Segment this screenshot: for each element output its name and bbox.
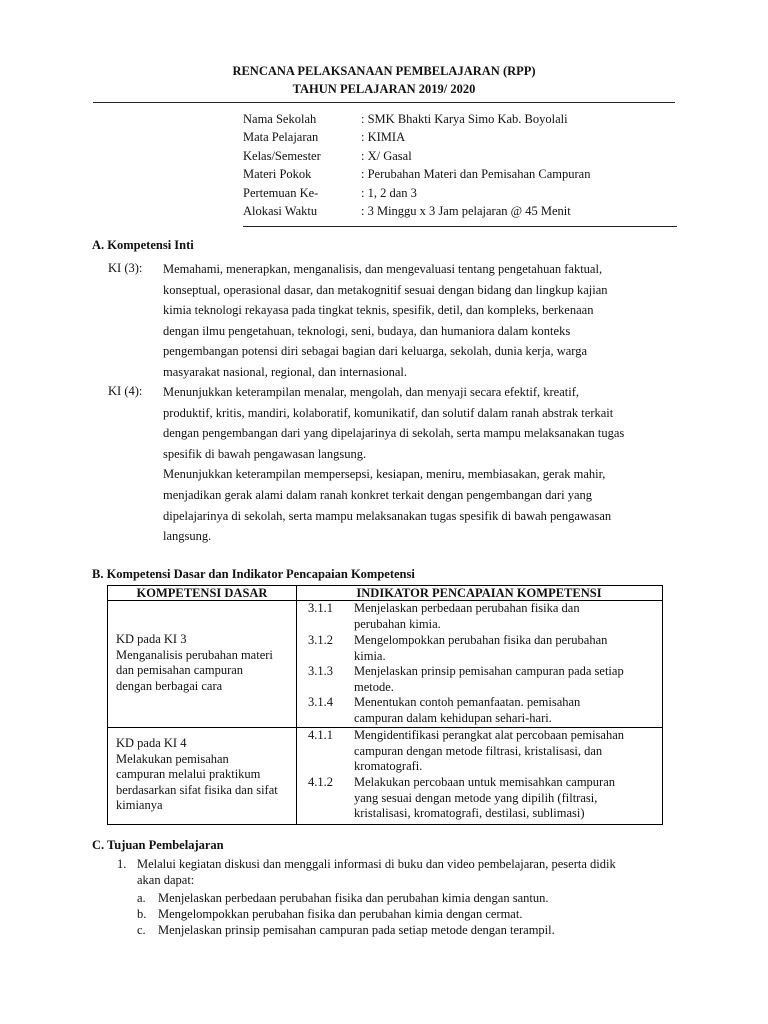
objective-intro: [137, 856, 677, 888]
identity-label: Materi Pokok: [243, 167, 312, 182]
identity-value: : SMK Bhakti Karya Simo Kab. Boyolali: [361, 112, 568, 126]
objective-text: Mengelompokkan perubahan fisika dan perubahan kimia dengan cermat.: [158, 907, 523, 921]
identity-value: : Perubahan Materi dan Pemisahan Campuran: [361, 167, 591, 182]
indicator-line: Menjelaskan prinsip pemisahan campuran pada setiap: [354, 664, 624, 678]
indicator-line: kromatografi.: [354, 759, 423, 774]
kd4-line: KD pada KI 4: [116, 736, 187, 750]
ki3-line: pengembangan potensi diri sebagai bagian dari keluarga, sekolah, dunia kerja, warga: [163, 344, 588, 359]
identity-value: : 3 Minggu x 3 Jam pelajaran @ 45 Menit: [361, 204, 571, 219]
column-divider: [296, 586, 297, 824]
section-c-title: C. Tujuan Pembelajaran: [92, 838, 224, 852]
indicator-line: Mengelompokkan perubahan fisika dan perubahan: [354, 633, 608, 647]
indicator-line: Menjelaskan perbedaan perubahan fisika dan: [354, 601, 580, 615]
indicator-line: Mengidentifikasi perangkat alat percobaan pemisahan: [354, 728, 625, 742]
ki4-line: produktif, kritis, mandiri, kolaboratif, komunikatif, dan solutif dalam ranah abstrak terkait: [163, 405, 614, 420]
kd-column-header: KOMPETENSI DASAR: [136, 586, 268, 600]
kd3-line: dan pemisahan campuran: [116, 663, 244, 678]
identity-label: Nama Sekolah: [243, 112, 317, 126]
objective-text: Menjelaskan prinsip pemisahan campuran pada setiap metode dengan terampil.: [158, 923, 555, 937]
identity-value: : KIMIA: [361, 130, 406, 145]
ki4-label: KI (4):: [108, 384, 143, 398]
identity-row: [243, 184, 590, 202]
objective-line: Melalui kegiatan diskusi dan menggali informasi di buku dan video pembelajaran, peserta didik: [137, 857, 616, 871]
objective-letter: b.: [137, 907, 147, 921]
ki4-line: dengan pengembangan dari yang dipelajarinya di sekolah, serta mampu melaksanakan tugas: [163, 426, 625, 441]
kd4-cell: [116, 736, 278, 814]
indicator-text: [354, 633, 654, 664]
identity-row: [243, 202, 590, 220]
section-b-title: B. Kompetensi Dasar dan Indikator Pencapaian Kompetensi: [92, 567, 415, 581]
indicator-text: [354, 775, 654, 822]
section-a-title: A. Kompetensi Inti: [92, 238, 194, 252]
kd4-line: Melakukan pemisahan: [116, 751, 229, 766]
ki3-line: kimia teknologi rekayasa pada tingkat teknis, spesifik, detil, dan kompleks, berkenaan: [163, 303, 594, 318]
ki3-line: dengan ilmu pengetahuan, teknologi, seni, budaya, dan humaniora dalam konteks: [163, 323, 571, 338]
identity-value: : X/ Gasal: [361, 148, 412, 163]
identity-row: [243, 147, 590, 165]
indicator-text: [354, 601, 654, 632]
indicator-text: [354, 695, 654, 726]
indicator-number: 3.1.1: [308, 601, 333, 615]
kd3-line: dengan berbagai cara: [116, 678, 223, 693]
indicator-column-header: INDIKATOR PENCAPAIAN KOMPETENSI: [356, 586, 602, 600]
ki4-line: menjadikan gerak alami dalam ranah konkret terkait dengan pengembangan dari yang: [163, 487, 592, 502]
kd3-line: Menganalisis perubahan materi: [116, 647, 273, 662]
objective-number: 1.: [117, 857, 127, 871]
kd4-line: kimianya: [116, 798, 163, 813]
identity-divider: [243, 226, 677, 227]
ki3-text: [163, 259, 673, 383]
indicator-number: 3.1.4: [308, 695, 333, 709]
objective-line: akan dapat:: [137, 873, 195, 887]
indicator-line: campuran dalam kehidupan sehari-hari.: [354, 710, 552, 725]
title-divider: [93, 102, 675, 103]
indicator-number: 3.1.3: [308, 664, 333, 678]
indicator-line: perubahan kimia.: [354, 616, 441, 631]
ki4-line: Menunjukkan keterampilan menalar, mengolah, dan menyaji secara efektif, kreatif,: [163, 385, 579, 399]
academic-year: TAHUN PELAJARAN 2019/ 2020: [292, 82, 476, 96]
identity-label: Kelas/Semester: [243, 148, 321, 163]
indicator-text: [354, 728, 654, 775]
indicator-number: 3.1.2: [308, 633, 333, 647]
kd3-line: KD pada KI 3: [116, 632, 187, 646]
identity-label: Mata Pelajaran: [243, 130, 319, 145]
ki4-line: Menunjukkan keterampilan mempersepsi, kesiapan, meniru, membiasakan, gerak mahir,: [163, 467, 606, 482]
identity-value: : 1, 2 dan 3: [361, 185, 417, 200]
ki3-line: konseptual, operasional dasar, dan metakognitif sesuai dengan bidang dan lingkup kajian: [163, 282, 608, 297]
ki4-line: langsung.: [163, 529, 212, 544]
objective-letter: c.: [137, 923, 146, 937]
indicator-line: kristalisasi, kromatografi, destilasi, sublimasi): [354, 806, 585, 821]
indicator-line: campuran dengan metode filtrasi, kristalisasi, dan: [354, 743, 603, 758]
identity-table: [243, 110, 590, 220]
indicator-line: Melakukan percobaan untuk memisahkan campuran: [354, 775, 616, 789]
ki4-line: dipelajarinya di sekolah, serta mampu melaksanakan tugas spesifik di bawah pengawasan: [163, 508, 612, 523]
kd4-line: campuran melalui praktikum: [116, 767, 261, 782]
indicator-line: kimia.: [354, 648, 386, 663]
indicator-line: metode.: [354, 679, 394, 694]
objective-letter: a.: [137, 891, 146, 905]
indicator-line: yang sesuai dengan metode yang dipilih (filtrasi,: [354, 790, 598, 805]
indicator-line: Menentukan contoh pemanfaatan. pemisahan: [354, 695, 581, 709]
indicator-number: 4.1.2: [308, 775, 333, 789]
kd3-cell: [116, 632, 273, 694]
ki4-text: [163, 382, 673, 547]
ki4-line: spesifik di bawah pengawasan langsung.: [163, 446, 367, 461]
kd-table: [107, 585, 663, 825]
identity-label: Pertemuan Ke-: [243, 185, 319, 200]
identity-row: [243, 110, 590, 128]
identity-label: Alokasi Waktu: [243, 204, 318, 219]
document-title: RENCANA PELAKSANAAN PEMBELAJARAN (RPP): [232, 64, 536, 78]
identity-row: [243, 165, 590, 183]
indicator-number: 4.1.1: [308, 728, 333, 742]
identity-row: [243, 128, 590, 146]
indicator-text: [354, 664, 654, 695]
ki3-label: KI (3):: [108, 261, 143, 275]
ki3-line: masyarakat nasional, regional, dan internasional.: [163, 364, 408, 379]
ki3-line: Memahami, menerapkan, menganalisis, dan mengevaluasi tentang pengetahuan faktual,: [163, 262, 603, 276]
kd4-line: berdasarkan sifat fisika dan sifat: [116, 782, 278, 797]
objective-text: Menjelaskan perbedaan perubahan fisika dan perubahan kimia dengan santun.: [158, 891, 549, 905]
